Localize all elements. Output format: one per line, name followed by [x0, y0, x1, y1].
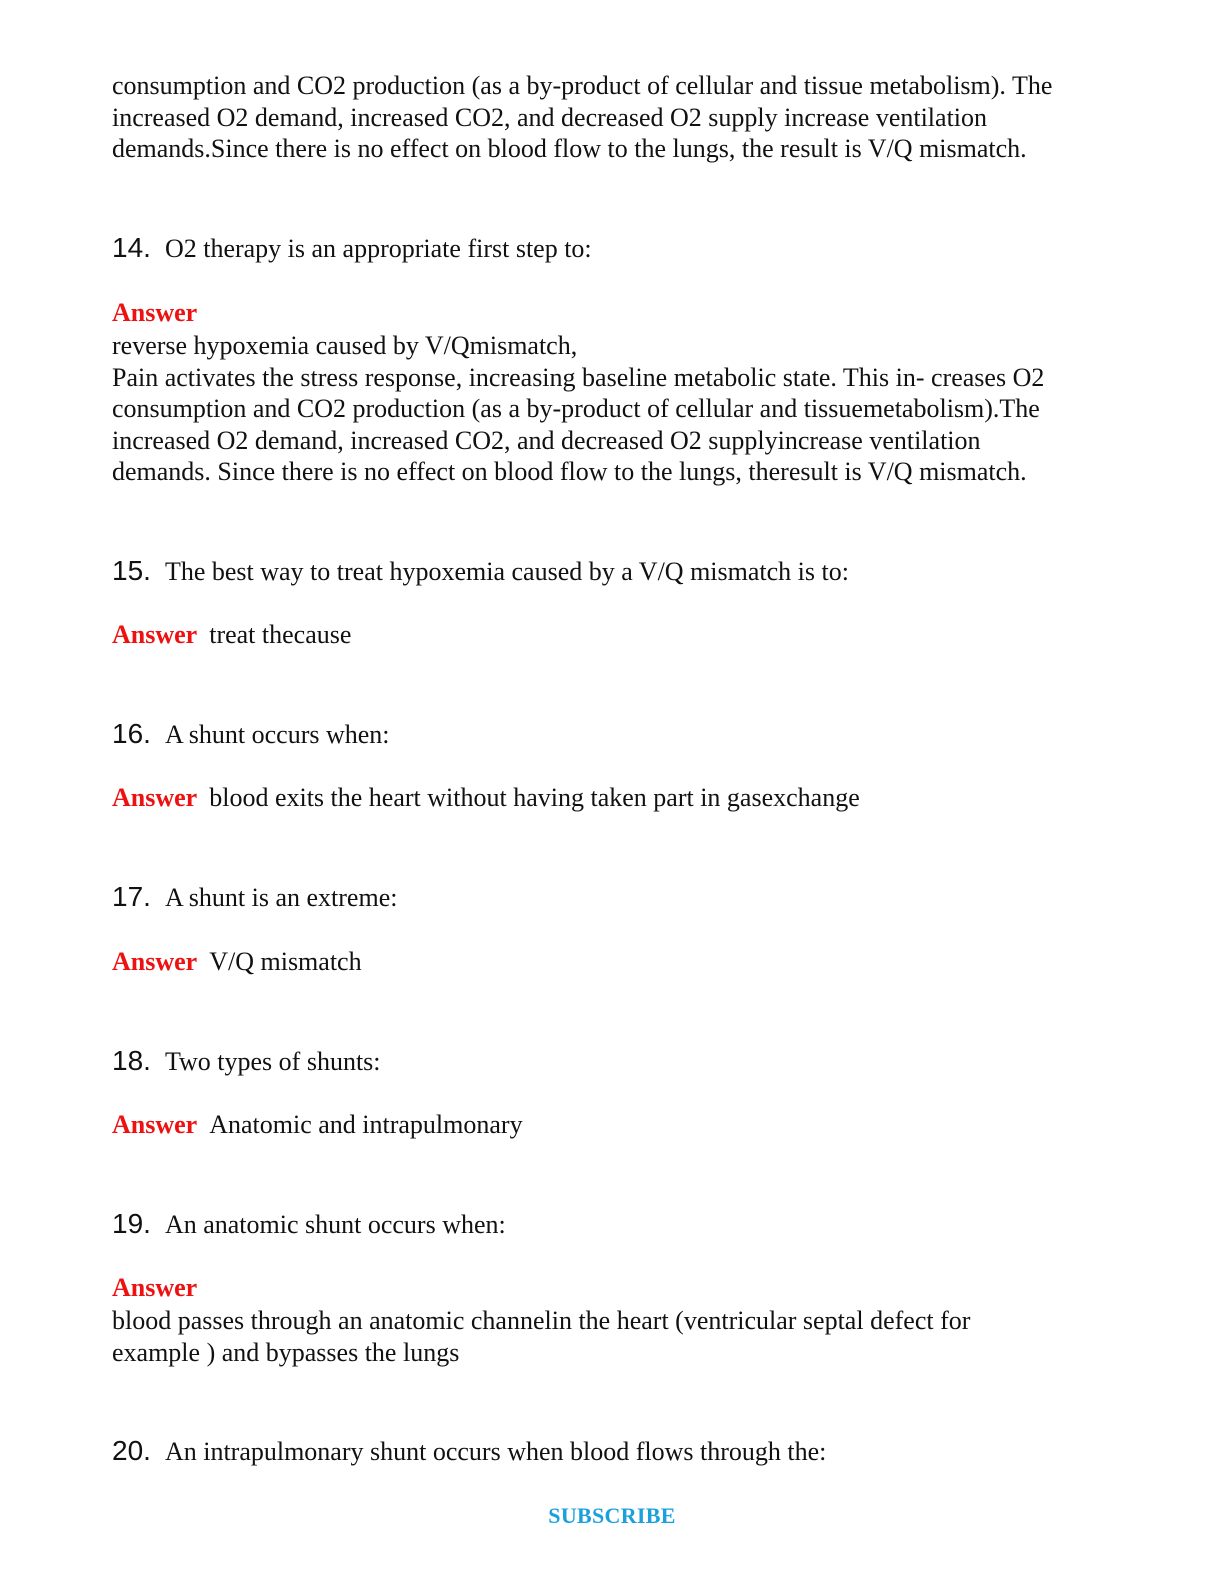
- question-text: An anatomic shunt occurs when:: [164, 1210, 506, 1239]
- question-15: [112, 555, 1122, 588]
- answer-label: Answer: [112, 1110, 198, 1139]
- question-text: Two types of shunts:: [164, 1047, 381, 1076]
- answer-16: [112, 782, 1122, 814]
- question-18: [112, 1045, 1122, 1078]
- question-number: 14.: [112, 232, 151, 263]
- question-20: [112, 1435, 1122, 1468]
- answer-label: Answer: [112, 783, 198, 812]
- question-19: [112, 1208, 1122, 1241]
- answer-19-text: blood passes through an anatomic channelin the heart (ventricular septal defect for example ) and bypasses the lungs: [112, 1306, 971, 1367]
- question-text: A shunt occurs when:: [164, 720, 390, 749]
- answer-text: V/Q mismatch: [209, 947, 362, 976]
- question-number: 18.: [112, 1045, 151, 1076]
- intro-paragraph: consumption and CO2 production (as a by-product of cellular and tissue metabolism). The increased O2 demand, increased CO2, and decreased O2 supply increase ventilation demands.Since there is no effect on blood flow to the lungs, the result is V/Q mismatch.: [112, 71, 1053, 163]
- question-text: O2 therapy is an appropriate first step to:: [164, 234, 592, 263]
- answer-label: Answer: [112, 1273, 198, 1302]
- answer-15: [112, 619, 1122, 651]
- answer-text: treat thecause: [209, 620, 352, 649]
- answer-text: blood exits the heart without having taken part in gasexchange: [209, 783, 860, 812]
- question-number: 19.: [112, 1208, 151, 1239]
- question-14: [112, 232, 1122, 265]
- question-17: [112, 881, 1122, 914]
- question-number: 15.: [112, 555, 151, 586]
- question-16: [112, 718, 1122, 751]
- question-number: 20.: [112, 1435, 151, 1466]
- question-text: The best way to treat hypoxemia caused by a V/Q mismatch is to:: [164, 557, 849, 586]
- answer-text: Anatomic and intrapulmonary: [209, 1110, 523, 1139]
- answer-label: Answer: [112, 620, 198, 649]
- question-text: A shunt is an extreme:: [164, 883, 398, 912]
- question-text: An intrapulmonary shunt occurs when blood flows through the:: [164, 1437, 827, 1466]
- answer-label: Answer: [112, 947, 198, 976]
- answer-18: [112, 1109, 1122, 1141]
- subscribe-link[interactable]: SUBSCRIBE: [548, 1503, 676, 1528]
- answer-14-text: reverse hypoxemia caused by V/Qmismatch, Pain activates the stress response, increasing baseline metabolic state. This in- creases O2 consumption and CO2 production (as a by-product of cellular and tissuemetabolism).The increased O2 demand, increased CO2, and decreased O2 supplyincrease ventilation demands. Since there is no effect on blood flow to the lungs, theresult is V/Q mismatch.: [112, 331, 1045, 486]
- question-number: 16.: [112, 718, 151, 749]
- answer-17: [112, 946, 1122, 978]
- question-number: 17.: [112, 881, 151, 912]
- answer-label: Answer: [112, 298, 198, 327]
